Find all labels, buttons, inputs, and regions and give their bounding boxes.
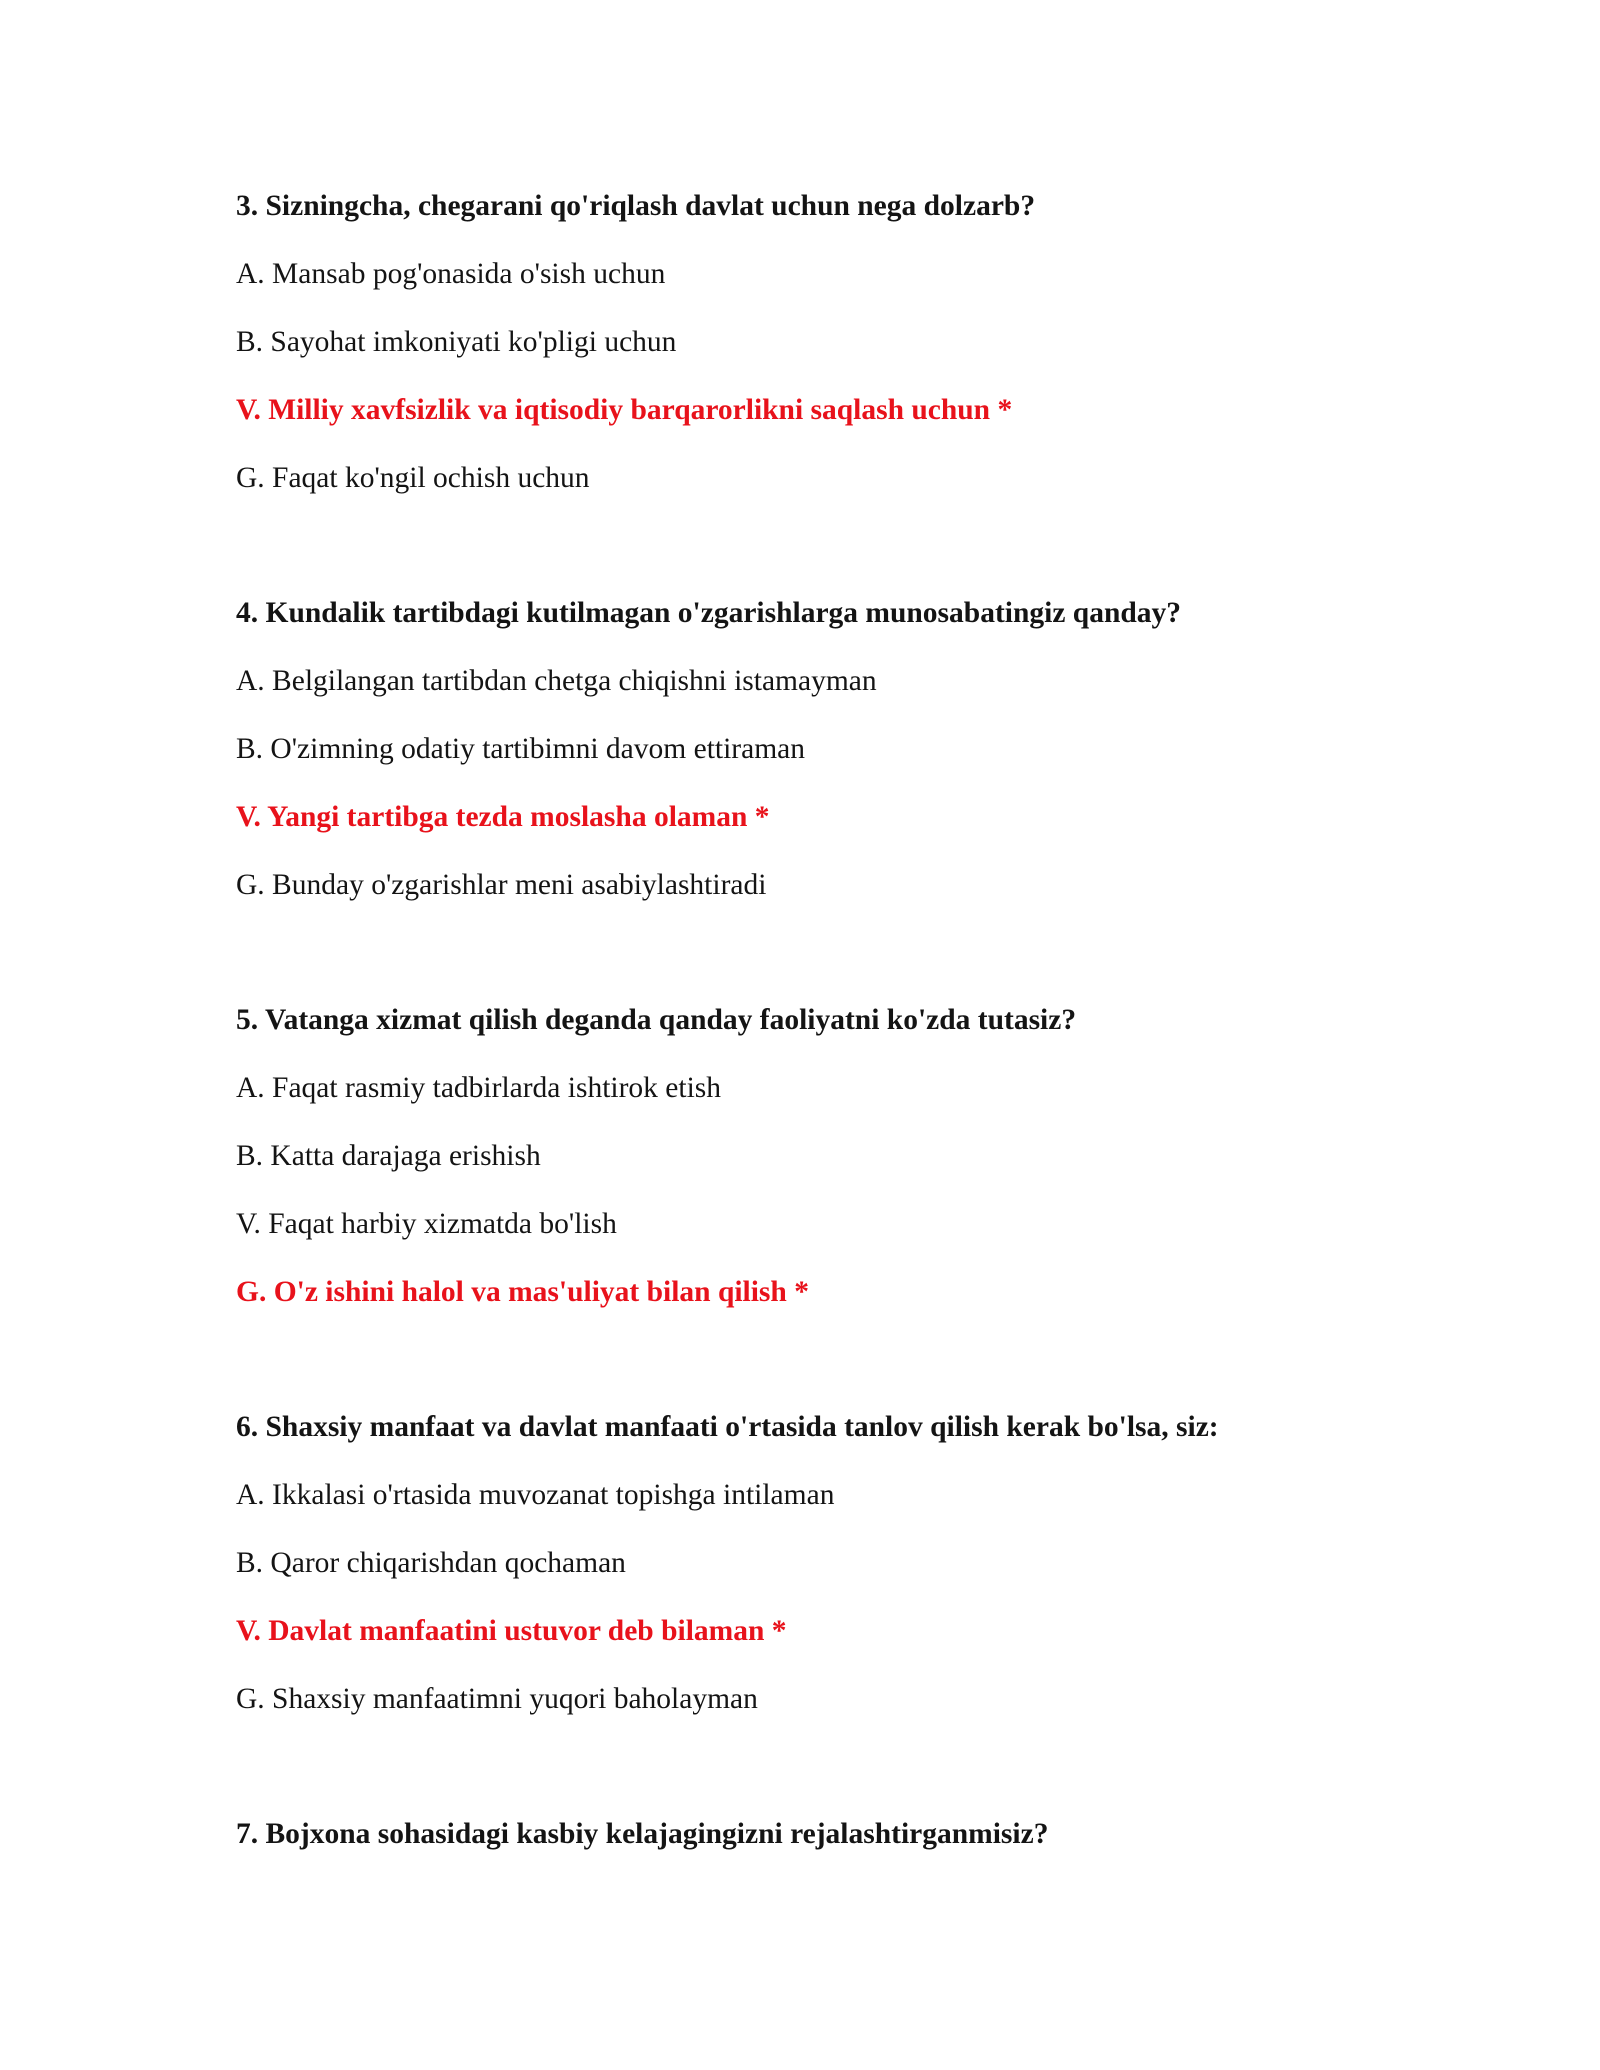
- option-v-correct: V. Milliy xavfsizlik va iqtisodiy barqarorlikni saqlash uchun *: [236, 394, 1013, 426]
- option-g: G. Bunday o'zgarishlar meni asabiylashtiradi: [236, 869, 767, 901]
- option-v: V. Faqat harbiy xizmatda bo'lish: [236, 1208, 617, 1240]
- option-a: A. Mansab pog'onasida o'sish uchun: [236, 258, 666, 290]
- question-title: 3. Sizningcha, chegarani qo'riqlash davlat uchun nega dolzarb?: [236, 190, 1036, 222]
- spacer: [236, 1747, 1436, 1814]
- spacer: [236, 526, 1436, 593]
- question-5: [236, 1000, 1436, 1312]
- question-title: 6. Shaxsiy manfaat va davlat manfaati o'rtasida tanlov qilish kerak bo'lsa, siz:: [236, 1411, 1219, 1443]
- option-g: G. Faqat ko'ngil ochish uchun: [236, 462, 590, 494]
- question-title: 4. Kundalik tartibdagi kutilmagan o'zgarishlarga munosabatingiz qanday?: [236, 597, 1182, 629]
- question-7: [236, 1814, 1436, 1854]
- option-b: B. Qaror chiqarishdan qochaman: [236, 1547, 626, 1579]
- quiz-document: [236, 186, 1436, 1882]
- option-g: G. Shaxsiy manfaatimni yuqori baholayman: [236, 1683, 758, 1715]
- option-g-correct: G. O'z ishini halol va mas'uliyat bilan qilish *: [236, 1276, 809, 1308]
- question-6: [236, 1407, 1436, 1719]
- question-title: 7. Bojxona sohasidagi kasbiy kelajagingizni rejalashtirganmisiz?: [236, 1818, 1049, 1850]
- question-3: [236, 186, 1436, 498]
- option-b: B. O'zimning odatiy tartibimni davom ettiraman: [236, 733, 805, 765]
- option-a: A. Ikkalasi o'rtasida muvozanat topishga intilaman: [236, 1479, 835, 1511]
- option-v-correct: V. Yangi tartibga tezda moslasha olaman *: [236, 801, 770, 833]
- option-b: B. Katta darajaga erishish: [236, 1140, 541, 1172]
- question-4: [236, 593, 1436, 905]
- spacer: [236, 1340, 1436, 1407]
- option-a: A. Faqat rasmiy tadbirlarda ishtirok etish: [236, 1072, 722, 1104]
- spacer: [236, 933, 1436, 1000]
- option-v-correct: V. Davlat manfaatini ustuvor deb bilaman *: [236, 1615, 787, 1647]
- option-a: A. Belgilangan tartibdan chetga chiqishni istamayman: [236, 665, 877, 697]
- option-b: B. Sayohat imkoniyati ko'pligi uchun: [236, 326, 677, 358]
- question-title: 5. Vatanga xizmat qilish deganda qanday faoliyatni ko'zda tutasiz?: [236, 1004, 1077, 1036]
